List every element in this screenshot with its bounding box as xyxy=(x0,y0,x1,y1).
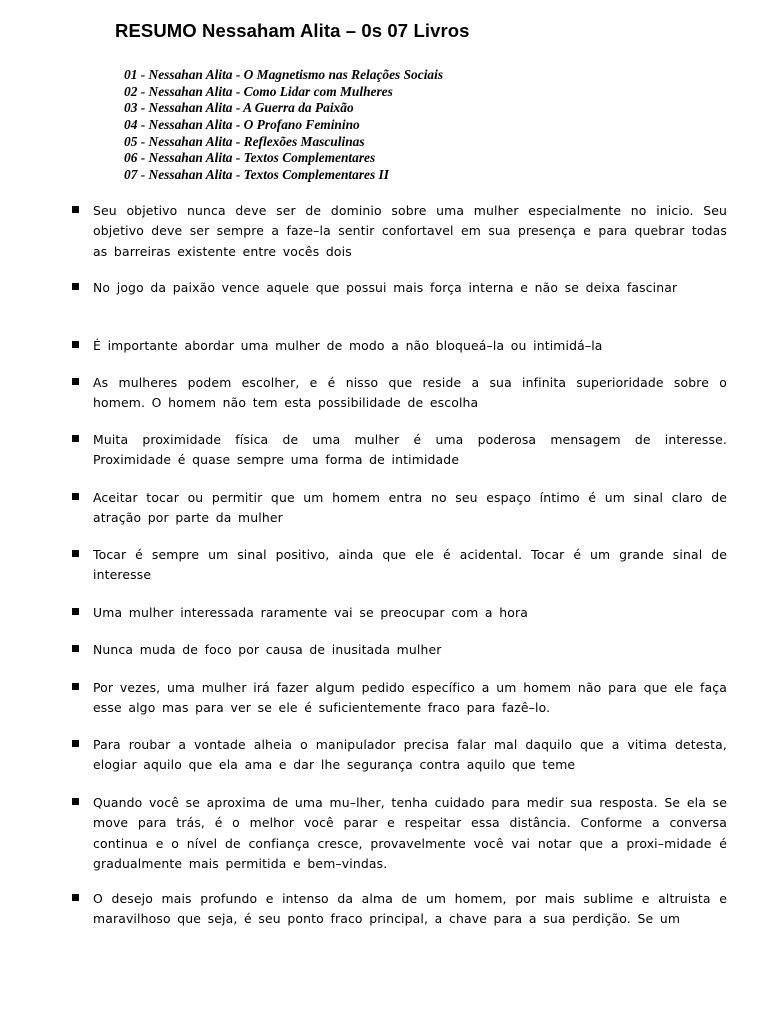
document-title: RESUMO Nessaham Alita – 0s 07 Livros xyxy=(115,20,470,41)
square-bullet-icon xyxy=(72,550,79,557)
square-bullet-icon xyxy=(72,283,79,290)
book-list-item: 07 - Nessahan Alita - Textos Complementares II xyxy=(124,167,389,183)
book-list-item: 02 - Nessahan Alita - Como Lidar com Mulheres xyxy=(124,83,393,99)
summary-point-text: Nunca muda de foco por causa de inusitada mulher xyxy=(93,642,442,657)
summary-point-text: Para roubar a vontade alheia o manipulador precisa falar mal daquilo que a vitima detesta, elogiar aquilo que ela ama e dar lhe segurança contra aquilo que teme xyxy=(93,737,727,773)
square-bullet-icon xyxy=(72,435,79,442)
summary-point-text: O desejo mais profundo e intenso da alma de um homem, por mais sublime e altruista e maravilhoso que seja, é seu ponto fraco principal, a chave para a sua perdição. Se um xyxy=(93,891,727,927)
book-list-item: 05 - Nessahan Alita - Reflexões Masculinas xyxy=(124,133,365,149)
square-bullet-icon xyxy=(72,493,79,500)
summary-point-text: Muita proximidade física de uma mulher é uma poderosa mensagem de interesse. Proximidade é quase sempre uma forma de intimidade xyxy=(93,432,727,468)
summary-point-text: Aceitar tocar ou permitir que um homem entra no seu espaço íntimo é um sinal claro de atração por parte da mulher xyxy=(93,490,727,526)
book-list-item: 01 - Nessahan Alita - O Magnetismo nas Relações Sociais xyxy=(124,67,444,82)
book-list xyxy=(124,67,443,184)
square-bullet-icon xyxy=(72,740,79,747)
book-list-item: 04 - Nessahan Alita - O Profano Feminino xyxy=(124,117,360,133)
book-list-item: 06 - Nessahan Alita - Textos Complementares xyxy=(124,150,376,166)
square-bullet-icon xyxy=(72,608,79,615)
square-bullet-icon xyxy=(72,798,79,805)
square-bullet-icon xyxy=(72,683,79,690)
square-bullet-icon xyxy=(72,894,79,901)
summary-point-text: Quando você se aproxima de uma mu–lher, tenha cuidado para medir sua resposta. Se ela se move para trás, é o melhor você parar e respeitar essa distância. Conforme a conversa continua e o nível de confiança cresce, provavelmente você vai notar que a proxi–midade é gradualmente mais permitida e bem–vindas. xyxy=(93,795,727,871)
summary-point-text: Tocar é sempre um sinal positivo, ainda que ele é acidental. Tocar é um grande sinal de interesse xyxy=(93,547,727,583)
square-bullet-icon xyxy=(72,645,79,652)
square-bullet-icon xyxy=(72,378,79,385)
book-list-item: 03 - Nessahan Alita - A Guerra da Paixão xyxy=(124,100,354,116)
square-bullet-icon xyxy=(72,341,79,348)
square-bullet-icon xyxy=(72,206,79,213)
summary-point-text: É importante abordar uma mulher de modo a não bloqueá–la ou intimidá–la xyxy=(93,338,603,353)
summary-point-text: Seu objetivo nunca deve ser de dominio sobre uma mulher especialmente no inicio. Seu objetivo deve ser sempre a faze–la sentir confortavel em sua presença e para quebrar todas as barreiras existente entre vocês dois xyxy=(93,203,727,259)
summary-point-text: As mulheres podem escolher, e é nisso que reside a sua infinita superioridade sobre o homem. O homem não tem esta possibilidade de escolha xyxy=(93,375,727,411)
summary-point-text: No jogo da paixão vence aquele que possui mais força interna e não se deixa fascinar xyxy=(93,280,678,295)
summary-point-text: Por vezes, uma mulher irá fazer algum pedido específico a um homem não para que ele faça esse algo mas para ver se ele é suficientemente fraco para fazê–lo. xyxy=(93,680,727,716)
summary-point-text: Uma mulher interessada raramente vai se preocupar com a hora xyxy=(93,605,528,620)
